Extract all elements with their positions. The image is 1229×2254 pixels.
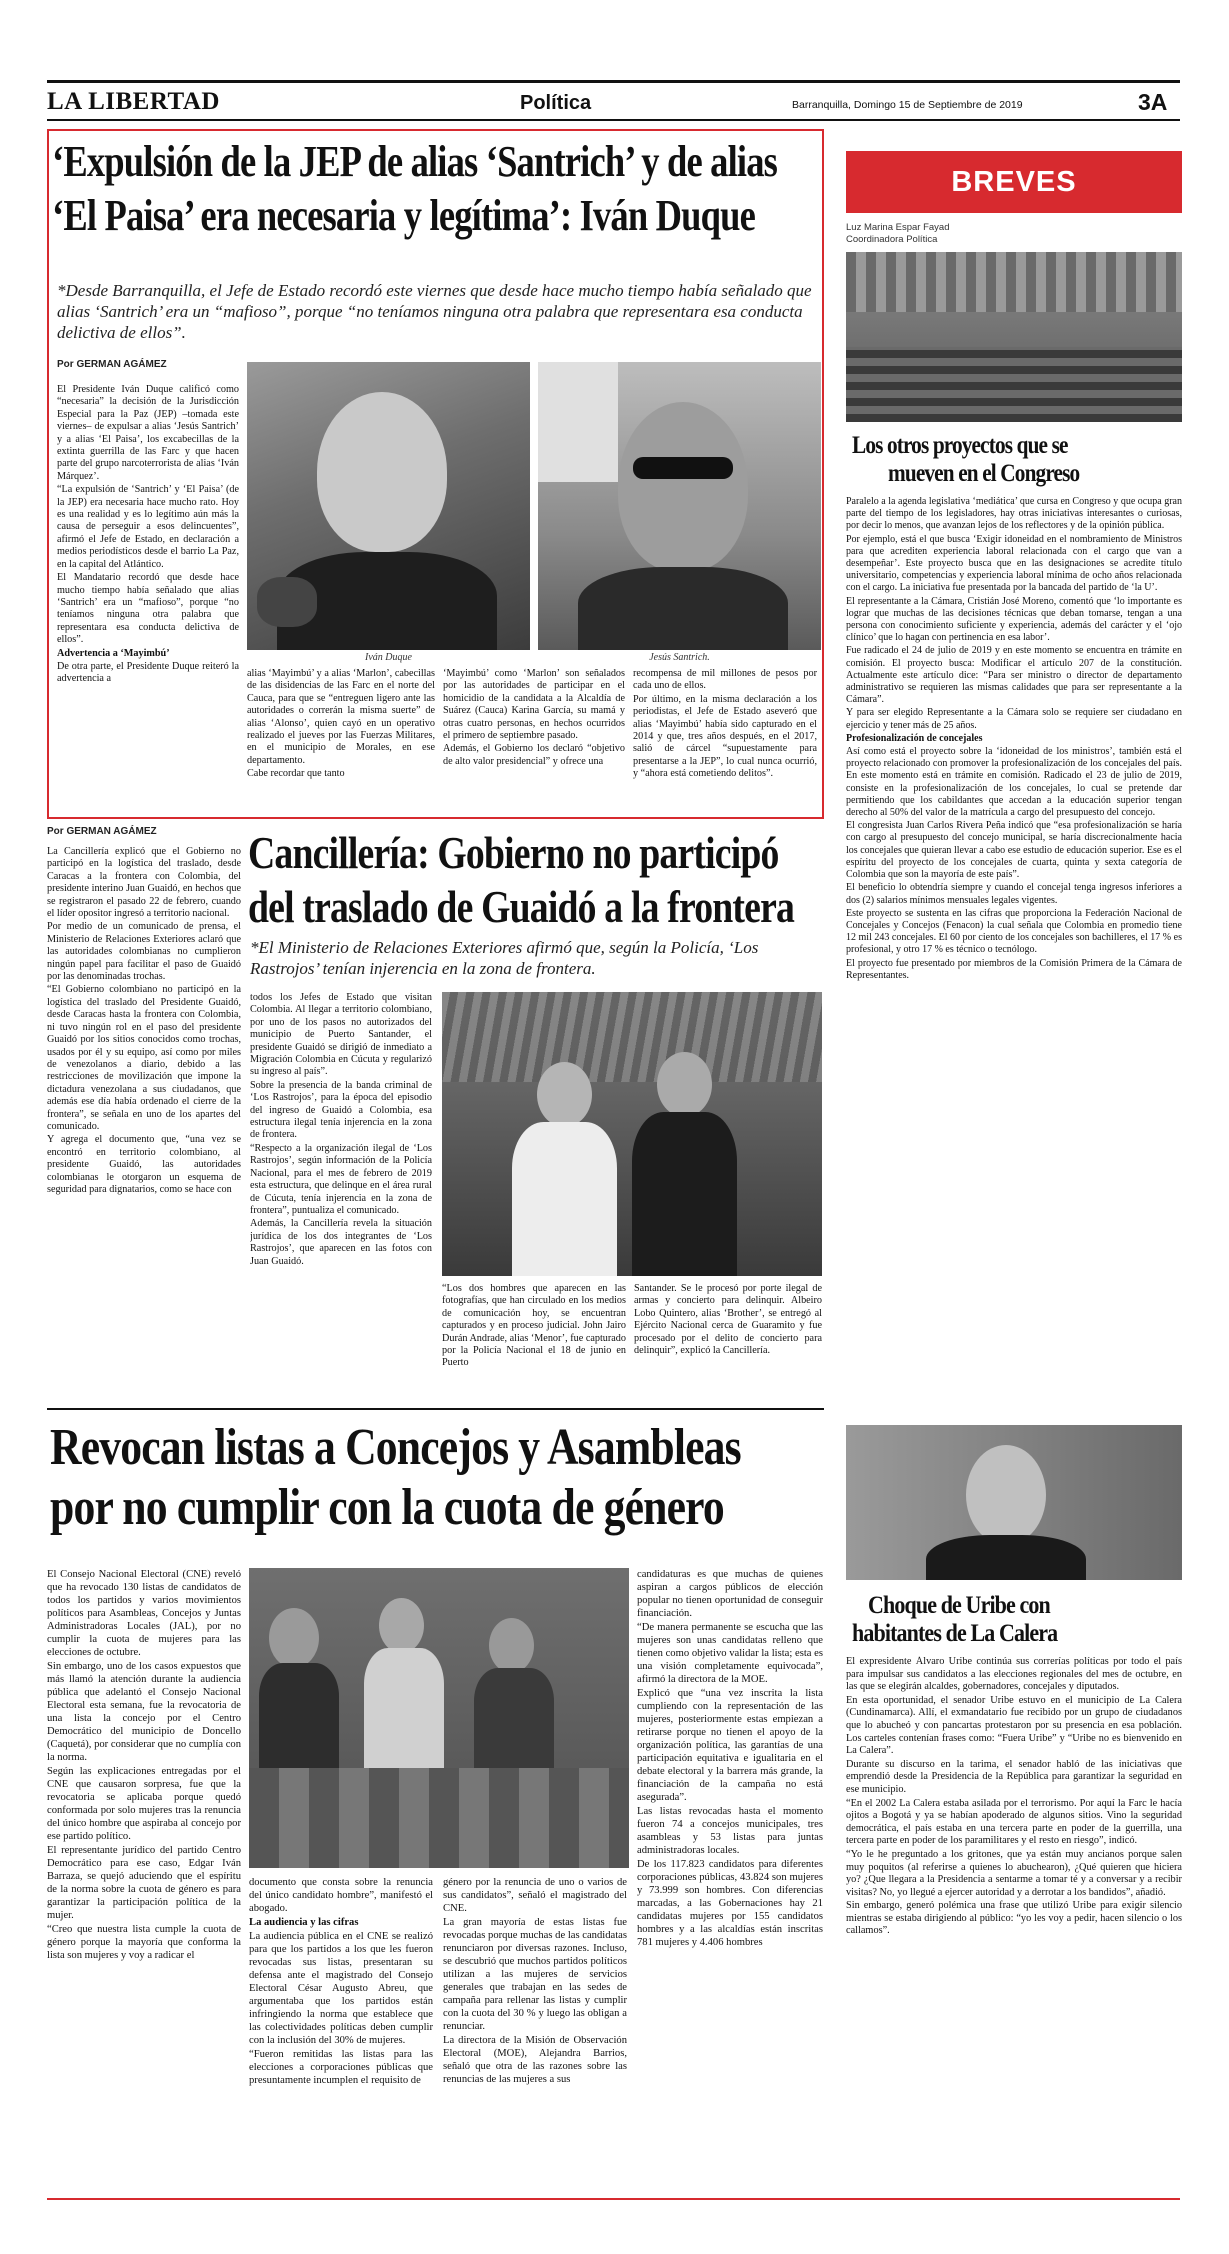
story3-headline-line2: por no cumplir con la cuota de género xyxy=(50,1479,724,1536)
story1-column-3: ‘Mayimbú’ como ‘Marlon’ son señalados por las autoridades de participar en el homicidio de la candidata a la Alcaldía de Suárez (Cauca) Karina García, su mamá y otras cuatro personas, en hechos ocurridos el primero de septiembre pasado. Además, el Gobierno los declaró “objetivo de alto valor presidencial” y ofrece una xyxy=(443,668,625,767)
photo-jesus-santrich xyxy=(538,362,821,650)
breves-editor: Luz Marina Espar Fayad xyxy=(846,222,950,233)
story3-column-4: candidaturas es que muchas de quienes aspiran a cargos públicos de elección popular no tienen oportunidad de conseguir financiación. “De manera permanente se escucha que las mujeres son unas candidatas relleno que tienen como objetivo validar la lista; esta es una visión completamente equivocada”, afirmó la directora de la MOE. Explicó que “una vez inscrita la lista cumpliendo con la representación de las mujeres, posteriormente estas empiezan a retirarse porque no tienen el apoyo de la organización política, las garantías de una participación equitativa e igualitaria en el debate electoral y la barrera más grande, la financiación de la campaña no está asegurada”. Las listas revocadas hasta el momento fueron 74 a concejos municipales, tres asambleas y 53 listas para juntas administradoras locales. De los 117.823 candidatos para diferentes corporaciones públicas, 43.824 son mujeres y 73.999 son hombres. Con diferencias marcadas, a las Gobernaciones hay 21 candidatas mujeres por 155 candidatos hombres y a las alcaldías están inscritas 781 mujeres y 4.406 hombres xyxy=(637,1569,823,1948)
side2-headline-line1: Choque de Uribe con xyxy=(868,1592,1050,1619)
story2-column-3: “Los dos hombres que aparecen en las fotografías, que han circulado en los medios de comunicación hoy, se encuentran capturados y en proceso judicial. John Jairo Durán Andrade, alias ‘Menor’, fue capturado por la Policía Nacional el 18 de junio en Puerto xyxy=(442,1283,626,1369)
story2-headline-line1: Cancillería: Gobierno no participó xyxy=(248,827,779,878)
story2-byline: Por GERMAN AGÁMEZ xyxy=(47,826,157,837)
footer-rule xyxy=(47,2198,1180,2200)
story1-lead: *Desde Barranquilla, el Jefe de Estado recordó este viernes que desde hace mucho tiempo había señalado que alias ‘Santrich’ era un “mafioso”, porque “no teníamos ninguna otra palabra que representara esa conducta delictiva de ellos”. xyxy=(57,281,812,342)
story2-column-1: La Cancillería explicó que el Gobierno no participó en la logística del traslado, desde Caracas a la frontera con Colombia, del presidente interino Juan Guaidó, en hechos que se registraron el pasado 22 de febrero, cuando el líder opositor ingresó a territorio nacional. Por medio de un comunicado de prensa, el Ministerio de Relaciones Exteriores aclaró que las autoridades colombianas no cumplieron ningún papel para facilitar el paso de Guaidó por las denominadas trochas. “El Gobierno colombiano no participó en la logística del traslado del Presidente Guaidó, desde Caracas hasta la frontera con Colombia, ni tuvo ningún rol en el paso del presidente Guaidó por los sitios conocidos como trochas, usados por él y su equipo, así como por miles de venezolanos a diario, debido a las restricciones de movilización que impone la dictadura venezolana a sus ciudadanos, que además ese día había ordenado el cierre de la frontera”, se señala en uno de los apartes del comunicado. Y agrega el documento que, “una vez se encontró en territorio colombiano, al presidente Guaidó, las autoridades colombianas le otorgaron un esquema de seguridad para dignatarios, como se hace con xyxy=(47,846,241,1195)
photo-guaido-rastrojos xyxy=(442,992,822,1276)
photo-congress-chamber xyxy=(846,252,1182,422)
side2-body: El expresidente Álvaro Uribe continúa sus correrías políticas por todo el país para impulsar sus candidatos a las elecciones regionales del mes de octubre, en las que se elegirán alcaldes, gobernadores, concejales y diputados. En esta oportunidad, el senador Uribe estuvo en el municipio de La Calera (Cundinamarca). Allí, el exmandatario fue recibido por un grupo de ciudadanos que lo abucheó y con pancartas protestaron por su presencia en esa población. Los carteles contenían frases como: “Fuera Uribe” y “Uribe no es bienvenido en La Calera”. Durante su discurso en la tarima, el senador habló de las iniciativas que emprendió desde la Presidencia de la República para garantizar la seguridad en ese municipio. “En el 2002 La Calera estaba asilada por el terrorismo. Por aquí la Farc le hacía ojitos a Bogotá y ya se habían apoderado de algunos sitios. Vino la seguridad democrática, el país estaba en una tercera parte en poder de la guerrilla, una tercera parte en poder de los paramilitares y el resto en riesgo”, indicó. “Yo le he preguntado a los gritones, que ya están muy ancianos porque salen muy poquitos (al referirse a quienes lo abuchearon), ¿Qué quieren que hiciera yo? ¿Que llegara a la Presidencia a sentarme a tomar té y a conversar y a recibir visitas? No, yo llegué a ejercer autoridad y a derrotar a los bandidos”, añadió. Sin embargo, generó polémica una frase que utilizó Uribe para exigir silencio mientras se estaba dirigiendo al público: “yo les voy a pedir, hacen silencio o los callamos”. xyxy=(846,1656,1182,1937)
dateline: Barranquilla, Domingo 15 de Septiembre de 2019 xyxy=(792,99,1023,111)
story3-column-1: El Consejo Nacional Electoral (CNE) reveló que ha revocado 130 listas de candidatos de todos los partidos y varios movimientos políticos para Asambleas, Concejos y Juntas Administradoras Locales (JAL), por no cumplir la cuota de mujeres para las elecciones de octubre. Sin embargo, uno de los casos expuestos que más llamó la atención durante la audiencia pública que adelantó el Consejo Nacional Electoral esta semana, fue la revocatoria de una lista la concejo por el Centro Democrático del municipio de Doncello (Caquetá), por considerar que no cumplía con la norma. Según las explicaciones entregadas por el CNE que causaron sorpresa, fue que la revocatoria se aplicaba porque quedó conformada por solo mujeres tras la renuncia del único hombre que aspiraba al concejo por ese partido político. El representante jurídico del partido Centro Democrático para ese caso, Edgar Iván Barraza, se quejó aduciendo que el espíritu de la norma sobre la cuota de género es para garantizar la participación política de la mujer. “Creo que nuestra lista cumple la cuota de género porque la mayoría que conforma la lista son mujeres y voy a radicar el xyxy=(47,1569,241,1961)
side1-headline-line1: Los otros proyectos que se xyxy=(852,432,1068,459)
side2-headline-line2: habitantes de La Calera xyxy=(852,1620,1058,1647)
story2-column-4: Santander. Se le procesó por porte ilegal de armas y concierto para delinquir. Albeiro Lobo Quintero, alias ‘Brother’, se entregó al Ejército Nacional cerca de Guaramito y fue procesado por el delito de concierto para delinquir”, explicó la Cancillería. xyxy=(634,1283,822,1357)
story1-column-1: El Presidente Iván Duque calificó como “necesaria” la decisión de la Jurisdicción Especial para la Paz (JEP) –tomada este viernes– de expulsar a alias ‘Jesús Santrich’ y a alias ‘El Paisa’, los excabecillas de la extinta guerrilla de las Farc y que hacen parte del grupo narcoterrorista de alias ‘Iván Márquez’. “La expulsión de ‘Santrich’ y ‘El Paisa’ (de la JEP) era necesaria hace mucho rato. Hoy es una realidad y es lo legítimo aún más la causa de perseguir a esos delincuentes”, afirmó el Jefe de Estado, en declaración a medios periodísticos desde el barrio La Paz, en la capital del Atlántico. El Mandatario recordó que desde hace mucho tiempo había señalado que alias ‘Santrich’ era un “mafioso”, porque “no teníamos ninguna otra palabra que representara esa conducta delictiva de ellos”. Advertencia a ‘Mayimbú’ De otra parte, el Presidente Duque reiteró la advertencia a xyxy=(57,384,239,685)
masthead-rule xyxy=(47,119,1180,121)
story3-column-2: documento que consta sobre la renuncia del único candidato hombre”, manifestó el abogado. La audiencia y las cifras La audiencia pública en el CNE se realizó para que los partidos a los que les fueron revocadas sus listas, presentaran su defensa ante el magistrado del Consejo Electoral César Augusto Abreu, que argumentaba que los partidos están infringiendo la norma que establece que las colectividades políticas deben cumplir con la inclusión del 30% de mujeres. “Fueron remitidas las listas para las elecciones a corporaciones públicas que presuntamente incumplen el requisito de xyxy=(249,1877,433,2086)
section-name: Política xyxy=(520,92,592,114)
breves-label: BREVES xyxy=(951,166,1077,198)
story1-headline-line1: ‘Expulsión de la JEP de alias ‘Santrich’ y de alias xyxy=(52,137,778,186)
paper-name: LA LIBERTAD xyxy=(47,88,220,115)
breves-editor-role: Coordinadora Política xyxy=(846,234,938,245)
story2-column-2: todos los Jefes de Estado que visitan Colombia. Al llegar a territorio colombiano, por uno de los pasos no autorizados del municipio de Puerto Santander, el presidente Guaidó se dirigió de inmediato a Migración Colombia en Cúcuta y regularizó su ingreso al país”. Sobre la presencia de la banda criminal de ‘Los Rastrojos’, para la época del episodio del ingreso de Guaidó a Colombia, esa estructura ilegal tenía injerencia en la zona de frontera. “Respecto a la organización ilegal de ‘Los Rastrojos’, según información de la Policía Nacional, para el mes de febrero de 2019 esta estructura, que delinque en el área rural de Cúcuta, tenía injerencia en la zona de frontera”, puntualiza el comunicado. Además, la Cancillería revela la situación jurídica de los dos integrantes de ‘Los Rastrojos’, que aparecen en las fotos con Juan Guaidó. xyxy=(250,992,432,1267)
caption-jesus-santrich: Jesús Santrich. xyxy=(649,652,710,663)
page-number: 3A xyxy=(1138,89,1168,115)
story2-lead: *El Ministerio de Relaciones Exteriores afirmó que, según la Policía, ‘Los Rastrojos’ tenían injerencia en la zona de frontera. xyxy=(250,938,759,978)
story1-column-4: recompensa de mil millones de pesos por cada uno de ellos. Por último, en la misma declaración a los periodistas, el Jefe de Estado aseveró que alias ‘Mayimbú’ había sido capturado en el 2014 y que, tres años después, en el 2017, salió de cárcel “supuestamente para presentarse a la JEP”, lo cual nunca ocurrió, y “ahora está cometiendo delitos”. xyxy=(633,668,817,780)
story1-column-2: alias ‘Mayimbú’ y a alias ‘Marlon’, cabecillas de las disidencias de las Farc en el norte del Cauca, para que se “entreguen ligero ante las autoridades o correrán la misma suerte” de alias ‘Alonso’, quien cayó en un operativo realizado el jueves por las Fuerzas Militares, en el municipio de Morales, en ese departamento. Cabe recordar que tanto xyxy=(247,668,435,780)
story2-headline-line2: del traslado de Guaidó a la frontera xyxy=(248,881,795,932)
story1-byline: Por GERMAN AGÁMEZ xyxy=(57,359,167,370)
story3-column-3: género por la renuncia de uno o varios de sus candidatos”, señaló el magistrado del CNE. La gran mayoría de estas listas fue revocadas porque muchas de las candidatas renunciaron por diversas razones. Incluso, se descubrió que muchos partidos políticos utilizan a las mujeres de servicios generales que trabajan en las sedes de campaña para rellenar las listas y cumplir con la cuota del 30 % y luego las obligan a renunciar. La directora de la Misión de Observación Electoral (MOE), Alejandra Barrios, señaló que otra de las razones sobre las renuncias de las mujeres a sus xyxy=(443,1877,627,2085)
side1-headline-line2: mueven en el Congreso xyxy=(888,460,1080,487)
story1-headline-line2: ‘El Paisa’ era necesaria y legítima’: Iván Duque xyxy=(52,191,755,240)
side1-body: Paralelo a la agenda legislativa ‘mediática’ que cursa en Congreso y que ocupa gran parte del tiempo de los legisladores, hay otras iniciativas interesantes o curiosas, por decir lo menos, que avanzan lejos de los reflectores y de la opinión pública. Por ejemplo, está el que busca ‘Exigir idoneidad en el nombramiento de Ministros para que acrediten experiencia laboral relacionada con el cargo que van a desempeñar’. Este proyecto busca que en las designaciones se acredite título universitario, competencias y experiencia laboral mínima de ocho años relacionada con el cargo. La iniciativa fue presentada por la bancada del partido de ‘la U’. El representante a la Cámara, Cristián José Moreno, comentó que ‘lo importante es lograr que muchas de las decisiones técnicas que deban tomarse, tengan a una persona con conocimiento suficiente y experiencia, además del carácter y el ‘ojo clínico’ que lo hagan con pertinencia en esa labor’. Fue radicado el 24 de julio de 2019 y en este momento se encuentra en trámite en comisión. El proyecto busca: Modificar el artículo 207 de la constitución. Actualmente este artículo dice: “Para ser ministro o director de departamento administrativo se requieren las mismas calidades que para ser representante a la Cámara”. Y para ser elegido Representante a la Cámara solo se requiere ser ciudadano en ejercicio y tener más de 25 años. Profesionalización de concejales Así como está el proyecto sobre la ‘idoneidad de los ministros’, también está el proyecto relacionado con promover la profesionalización de los concejales del país. En este momento está en trámite en comisión. Radicado el 23 de julio de 2019, consiste en la profesionalización de los concejales, lo cual se pretende dar permitiendo que los cabildantes que accedan a la educación superior tengan derecho al 50% del valor de la matrícula a cargo del presupuesto del concejo. El congresista Juan Carlos Rivera Peña indicó que “esa profesionalización se haría con cargo al presupuesto del concejo municipal, se haría discrecionalmente hacia los concejales que quieran llevar a cabo ese estudio de educación superior. Ese es el espíritu del proyecto de los concejales de cuarta, quinta y sexta categoría de Colombia que son la mayoría de este país”. El beneficio lo obtendría siempre y cuando el concejal tenga ingresos inferiores a dos (2) salarios mínimos mensuales legales vigentes. Este proyecto se sustenta en las cifras que proporciona la Federación Nacional de Concejales y Concejos (Fenacon) la cual señala que Colombia en promedio tiene 12 mil 243 concejales. El 60 por ciento de los concejales son bachilleres, el 17 % es profesional, y otro 17 % es técnico o tecnólogo. El proyecto fue presentado por miembros de la Comisión Primera de la Cámara de Representantes. xyxy=(846,496,1182,981)
caption-ivan-duque: Iván Duque xyxy=(365,652,412,663)
photo-alvaro-uribe xyxy=(846,1425,1182,1580)
photo-ivan-duque xyxy=(247,362,530,650)
photo-women-audience xyxy=(249,1568,629,1868)
story2-bottom-rule xyxy=(47,1408,824,1410)
story3-headline-line1: Revocan listas a Concejos y Asambleas xyxy=(50,1419,741,1476)
top-rule xyxy=(47,80,1180,83)
